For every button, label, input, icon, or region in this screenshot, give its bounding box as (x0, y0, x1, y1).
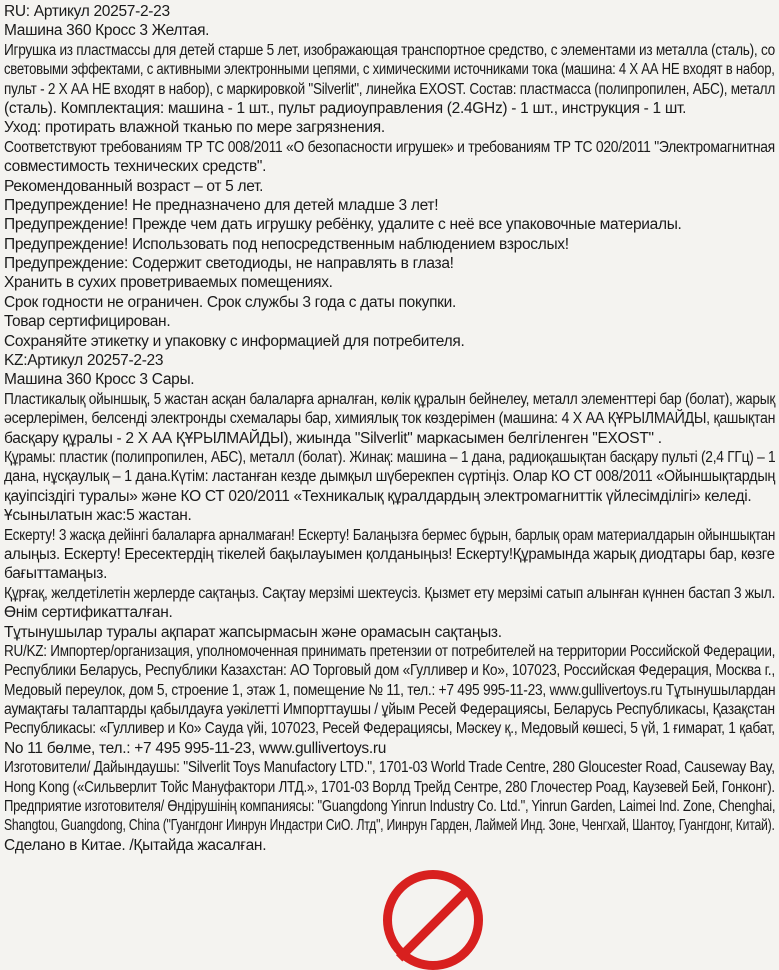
label-text-line: алыңыз. Ескерту! Ересектердің тікелей бақылауымен қолданыңыз! Ескерту!Құрамында жарық диодтары бар, көзге (4, 545, 775, 563)
label-text-line: No 11 бөлме, тел.: +7 495 995-11-23, www.gullivertoys.ru (4, 739, 387, 757)
label-text-line: RU/KZ: Импортер/организация, уполномоченная принимать претензии от потребителей на территории Российской Федерации, (4, 642, 776, 660)
label-text-line: Hong Kong («Сильверлит Тойс Мануфактори ЛТД.», 1701-03 Ворлд Трейд Сентре, 280 Глочестер Роад, Каузевей Бей, Гонконг). (4, 778, 775, 796)
label-text-line: Уход: протирать влажной тканью по мере загрязнения. (4, 119, 385, 137)
label-text-line: Машина 360 Кросс 3 Сары. (4, 371, 195, 389)
label-text-line: световыми эффектами, с активными электронными цепями, с химическими источниками тока (машина: 4 Х АА НЕ входят в набор, (4, 61, 775, 79)
label-text-line: Құрамы: пластик (полипропилен, АБС), металл (болат). Жинақ: машина – 1 дана, радиоқашықтан басқару пульті (2,4 ГГц) – 1 (4, 448, 776, 466)
age-restriction-sign-icon (383, 870, 483, 970)
label-text-line: Товар сертифицирован. (4, 313, 171, 331)
label-text-line: Сделано в Китае. /Қытайда жасалған. (4, 836, 267, 854)
label-text-line: совместимость технических средств". (4, 158, 267, 176)
label-text-line: бағыттамаңыз. (4, 565, 108, 583)
label-text-line: Shangtou, Guangdong, China ("Гуангдонг Иинрун Индастри СиО. Лтд", Иинрун Гарден, Лаймей Инд. Зоне, Ченгхай, Шантоу, Гуангдонг, Китай). (4, 817, 775, 835)
label-text-line: Машина 360 Кросс 3 Желтая. (4, 22, 210, 40)
label-text-line: Хранить в сухих проветриваемых помещениях. (4, 274, 333, 292)
label-text-line: аумақтағы талаптарды қабылдауға уәкілетті Импорттаушы / ұйым Ресей Федерациясы, Беларусь Республикасы, Қазақстан (4, 701, 775, 719)
label-text-line: (сталь). Комплектация: машина - 1 шт., пульт радиоуправления (2.4GHz) - 1 шт., инструкция - 1 шт. (4, 99, 687, 117)
label-text-line: басқару құралы - 2 Х АА ҚҰРЫЛМАЙДЫ), жиында "Silverlit" маркасымен белгіленген "EXOST" . (4, 429, 662, 447)
label-text-line: Предупреждение: Содержит светодиоды, не направлять в глаза! (4, 255, 454, 273)
label-text-line: Республикасы: «Гулливер и Ко» Сауда үйі, 107023, Ресей Федерациясы, Мәскеу қ., Медовый көшесі, 5 үй, 1 ғимарат, 1 қабат, (4, 720, 775, 738)
label-text-line: әсерлерімен, белсенді электронды схемалары бар, химиялық ток көздерімен (машина: 4 Х АА ҚҰРЫЛМАЙДЫ, қашықтан (4, 410, 776, 428)
label-text-line: қауіпсіздігі туралы» және КО СТ 020/2011 «Техникалық құралдардың электромагниттік үйлесімділігі» келеді. (4, 487, 752, 505)
label-text-line: Предупреждение! Использовать под непосредственным наблюдением взрослых! (4, 235, 569, 253)
label-text-line: Предупреждение! Не предназначено для детей младше 3 лет! (4, 196, 439, 214)
label-text-line: Ұсынылатын жас:5 жастан. (4, 507, 192, 525)
label-text-line: Предупреждение! Прежде чем дать игрушку ребёнку, удалите с неё все упаковочные материалы. (4, 216, 682, 234)
label-text-line: Тұтынушылар туралы ақпарат жапсырмасын және орамасын сақтаңыз. (4, 623, 502, 641)
label-text-line: пульт - 2 Х АА НЕ входят в набор), с маркировкой "Silverlit", линейка EXOST. Состав: пластмасса (полипропилен, АБС), металл (4, 80, 775, 98)
label-text-line: Соответствуют требованиям ТР ТС 008/2011 «О безопасности игрушек» и требованиям ТР ТС 020/2011 "Электромагнитная (4, 138, 775, 156)
label-text-line: Сохраняйте этикетку и упаковку с информацией для потребителя. (4, 332, 465, 350)
label-text-line: Пластикалық ойыншық, 5 жастан асқан балаларға арналған, көлік құралын бейнелеу, металл элементтері бар (болат), жарық (4, 390, 776, 408)
label-text-line: дана, нұсқаулық – 1 дана.Күтім: ластанған кезде дымқыл шүберекпен сүртіңіз. Олар КО СТ 008/2011 «Ойыншықтардың (4, 468, 776, 486)
label-text-line: Рекомендованный возраст – от 5 лет. (4, 177, 264, 195)
label-text-line: RU: Артикул 20257-2-23 (4, 3, 170, 20)
label-text-line: Республики Беларусь, Республики Казахстан: АО Торговый дом «Гулливер и Ко», 107023, Российская Федерация, Москва г., (4, 662, 775, 680)
label-text-line: Изготовители/ Дайындаушы: "Silverlit Toys Manufactory LTD.", 1701-03 World Trade Centre, 280 Gloucester Road, Causeway Bay, (4, 759, 775, 777)
label-text-line: KZ:Артикул 20257-2-23 (4, 352, 164, 370)
label-text-line: Игрушка из пластмассы для детей старше 5 лет, изображающая транспортное средство, с элементами из металла (сталь), со (4, 41, 775, 59)
label-text-line: Срок годности не ограничен. Срок службы 3 года с даты покупки. (4, 293, 457, 311)
label-text-line: Ескерту! 3 жасқа дейінгі балаларға арналмаған! Ескерту! Балаңызға бермес бұрын, барлық орам материалдарын ойыншықтан (4, 526, 776, 544)
label-text-line: Предприятие изготовителя/ Өндірушінің компаниясы: "Guangdong Yinrun Industry Co. Ltd.", Yinrun Garden, Laimei Ind. Zone, Chenghai, (4, 798, 776, 816)
label-text-line: Құрғақ, желдетілетін жерлерде сақтаңыз. Сақтау мерзімі шектеусіз. Қызмет ету мерзімі сатып алынған күннен бастап 3 жыл. (4, 584, 776, 602)
label-text-line: Өнім сертификатталған. (4, 604, 173, 622)
label-text-line: Медовый переулок, дом 5, строение 1, этаж 1, помещение № 11, тел.: +7 495 995-11-23, www.gullivertoys.ru Тұтынушылардан (4, 681, 776, 699)
